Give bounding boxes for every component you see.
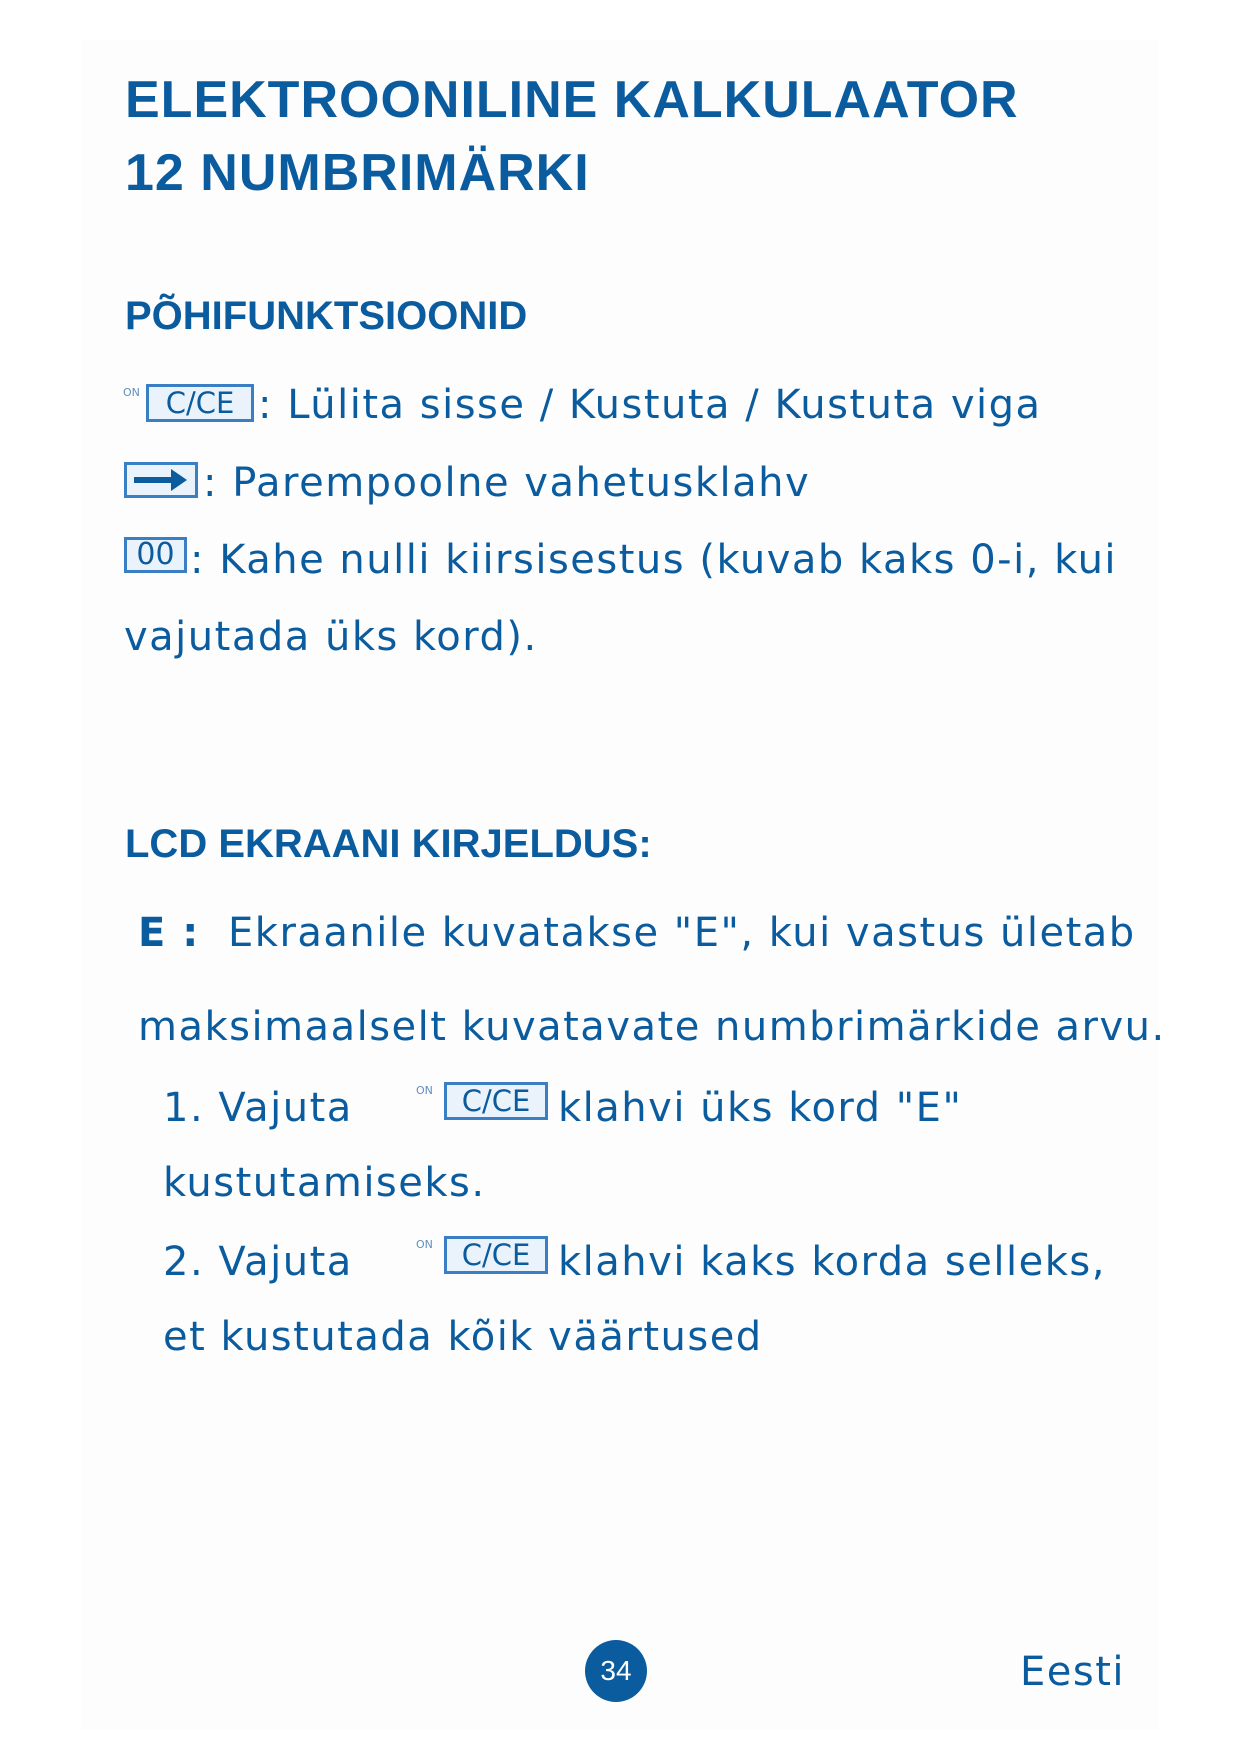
double-zero-key-icon: 00 [124,537,187,573]
step2-cont: et kustutada kõik väärtused [163,1314,763,1360]
step2-prefix: 2. Vajuta [163,1239,353,1285]
on-label: ON [416,1238,433,1251]
step1-prefix: 1. Vajuta [163,1085,353,1131]
title-line-2: 12 NUMBRIMÄRKI [125,144,590,202]
on-label: ON [416,1084,433,1097]
shift-description: : Parempoolne vahetusklahv [203,460,811,506]
double-zero-description: : Kahe nulli kiirsisestus (kuvab kaks 0-i, kui [190,537,1118,583]
e-label: E : [138,910,200,956]
double-zero-description-cont: vajutada üks kord). [124,614,538,660]
title-line-1: ELEKTROONILINE KALKULAATOR [125,71,1019,129]
on-label: ON [123,386,140,399]
right-arrow-icon [124,462,198,498]
e-description-cont: maksimaalselt kuvatavate numbrimärkide arvu. [138,1004,1166,1050]
e-description: Ekraanile kuvatakse "E", kui vastus ületab [228,910,1136,956]
cce-key-icon: C/CE [444,1236,548,1274]
language-label: Eesti [1020,1649,1126,1695]
step2-suffix: klahvi kaks korda selleks, [558,1239,1106,1285]
cce-key-icon: C/CE [146,384,254,422]
cce-key-icon: C/CE [444,1082,548,1120]
lcd-heading: LCD EKRAANI KIRJELDUS: [125,822,652,866]
step1-cont: kustutamiseks. [163,1160,486,1206]
page-number: 34 [585,1640,647,1702]
step1-suffix: klahvi üks kord "E" [558,1085,963,1131]
cce-description: : Lülita sisse / Kustuta / Kustuta viga [258,382,1042,428]
basic-functions-heading: PÕHIFUNKTSIOONID [125,294,528,338]
